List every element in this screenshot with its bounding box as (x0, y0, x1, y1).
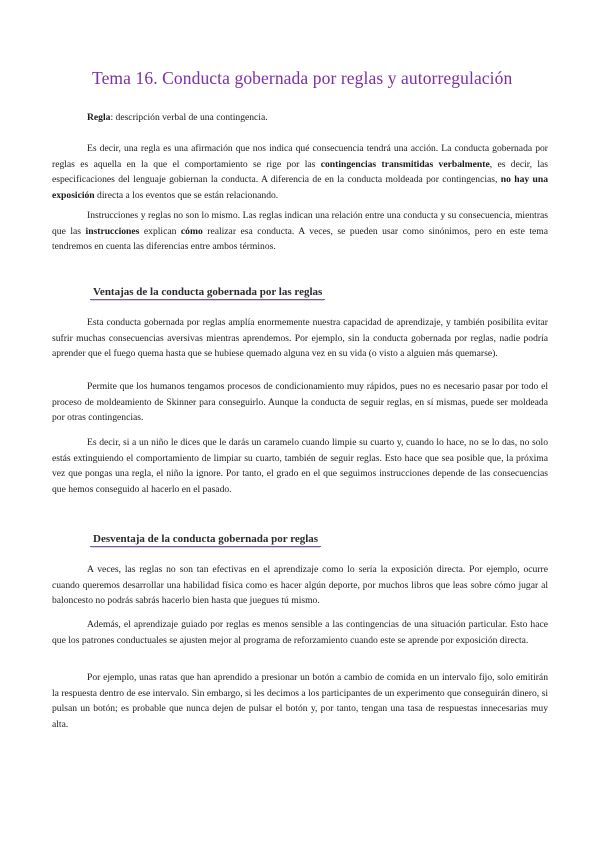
text-run: Es decir, una regla es una afirmación que nos indica qué consecuencia tendrá una acción. La conducta gobernada por reglas es aquella en la que el comportamiento se rige por las (52, 143, 548, 170)
intro-paragraph-2 (52, 208, 548, 255)
definition-text: : descripción verbal de una contingencia. (110, 112, 268, 123)
text-run: directa a los eventos que se están relacionando. (94, 189, 279, 201)
section1-paragraph-3: Es decir, si a un niño le dices que le darás un caramelo cuando limpie su cuarto y, cuando lo hace, no se lo das, no solo estás extinguiendo el comportamiento de limpiar su cuarto, también de seguir reglas. Esto hace que sea posible que, la próxima vez que pongas una regla, el niño la ignore. Por tanto, el grado en el que seguimos instrucciones depende de las consecuencias que hemos conseguido al hacerlo en el pasado. (52, 437, 548, 495)
bold-text: no hay una exposición (52, 174, 548, 201)
intro-paragraph-1 (52, 141, 548, 203)
text-run: realizar esa conducta. A veces, se pueden usar como sinónimos, pero en este tema tendremos en cuenta las diferencias entre ambos términos. (52, 225, 548, 253)
definition-term: Regla (87, 112, 111, 123)
bold-text: contingencias transmitidas verbalmente (320, 158, 490, 170)
text-run: Instrucciones y reglas no son lo mismo. Las reglas indican una relación entre una conducta y su consecuencia, mientras que las (52, 210, 548, 237)
section2-paragraph-1: A veces, las reglas no son tan efectivas en el aprendizaje como lo sería la exposición directa. Por ejemplo, ocurre cuando queremos desarrollar una habilidad física como es hacer algún deporte, por muchos libros que leas sobre cómo jugar al baloncesto no podrás sabrás hacerlo bien hasta que juegues tú mismo. (52, 564, 548, 607)
bold-text: instrucciones (85, 225, 140, 237)
section-heading-desventaja: Desventaja de la conducta gobernada por reglas (90, 532, 321, 547)
section-heading-ventajas: Ventajas de la conducta gobernada por las reglas (90, 285, 325, 300)
text-run: explican (139, 225, 181, 237)
page-title: Tema 16. Conducta gobernada por reglas y autorregulación (92, 68, 513, 88)
section1-paragraph-1: Esta conducta gobernada por reglas amplía enormemente nuestra capacidad de aprendizaje, y también posibilita evitar sufrir muchas consecuencias aversivas mientras aprendemos. Por ejemplo, sin la conducta gobernada por reglas, nadie podría aprender que el fuego quema hasta que se hubiese quemado alguna vez en su vida (o visto a alguien más quemarse). (52, 317, 548, 360)
bold-text: cómo (180, 225, 203, 237)
section1-paragraph-2: Permite que los humanos tengamos procesos de condicionamiento muy rápidos, pues no es necesario pasar por todo el proceso de moldeamiento de Skinner para conseguirlo. Aunque la conducta de seguir reglas, en sí mismas, puede ser moldeada por otras contingencias. (52, 381, 548, 424)
text-run: , es decir, las especificaciones del lenguaje gobiernan la conducta. A diferencia de en la conducta moldeada por contingencias, (52, 158, 548, 186)
definition-paragraph (52, 110, 548, 126)
section2-paragraph-2: Además, el aprendizaje guiado por reglas es menos sensible a las contingencias de una situación particular. Esto hace que los patrones conductuales se ajusten mejor al programa de reforzamiento cuando este se aprende por exposición directa. (52, 619, 548, 646)
section2-paragraph-3: Por ejemplo, unas ratas que han aprendido a presionar un botón a cambio de comida en un intervalo fijo, solo emitirán la respuesta dentro de ese intervalo. Sin embargo, si les decimos a los participantes de un experimento que conseguirán dinero, si pulsan un botón; es probable que nunca dejen de pulsar el botón y, por tanto, tengan una tasa de respuestas innecesarias muy alta. (52, 672, 548, 730)
